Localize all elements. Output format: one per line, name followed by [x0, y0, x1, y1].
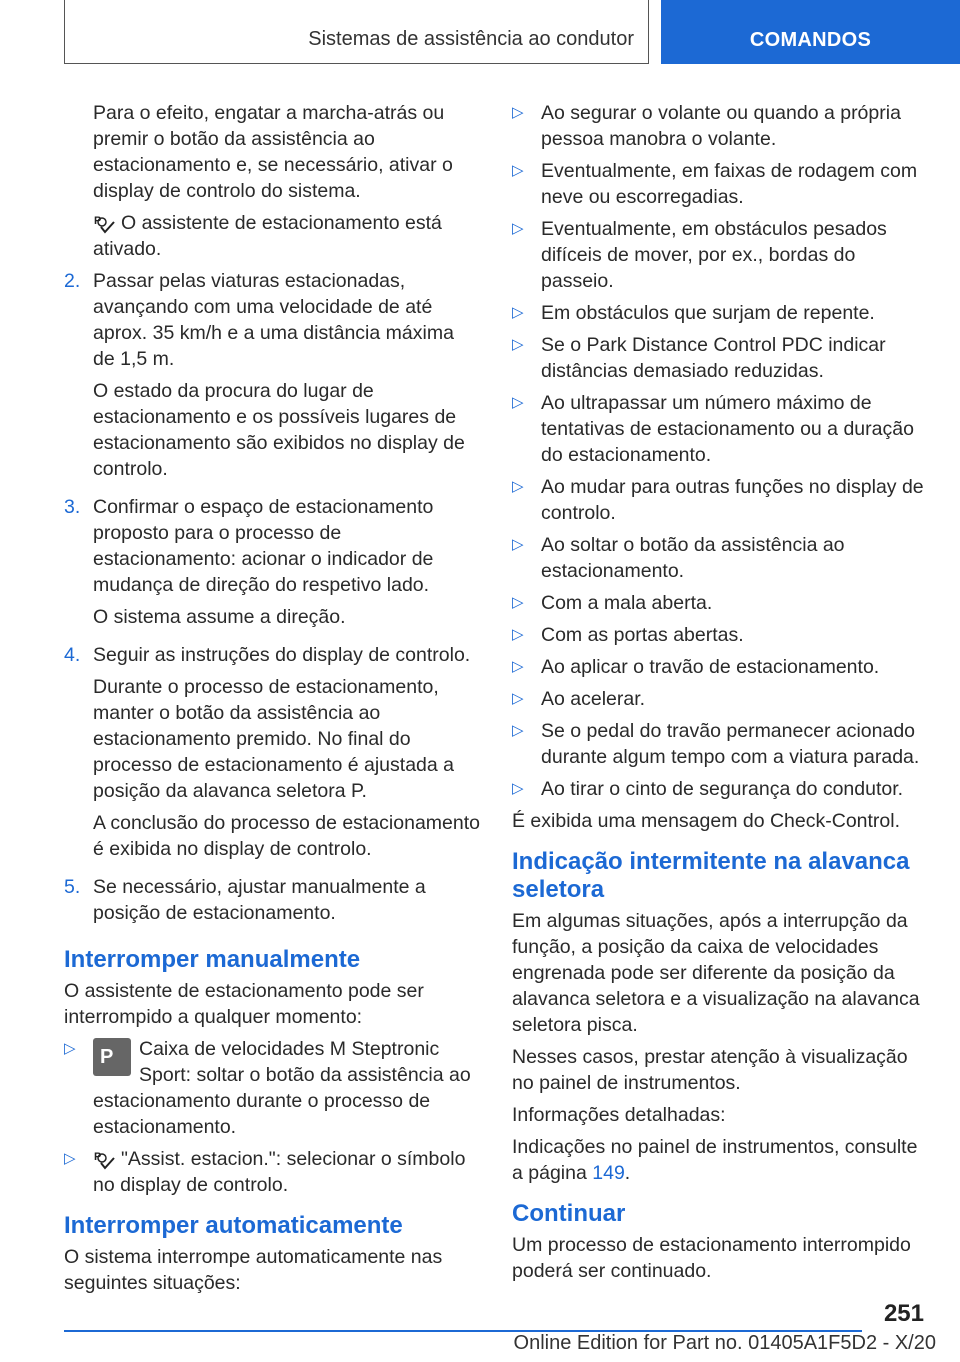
right-column: [512, 100, 926, 1290]
triangle-right-icon: ▷: [512, 626, 524, 643]
triangle-right-icon: ▷: [512, 394, 524, 411]
intro-icon-paragraph: P O assistente de estacionamento está ativado.: [93, 212, 442, 260]
triangle-right-icon: ▷: [512, 690, 524, 707]
park-assist-button-icon: P: [93, 1038, 131, 1076]
auto-stop-bullet: ▷ Ao acelerar.: [512, 688, 646, 710]
parking-assistant-icon: [93, 1150, 115, 1170]
auto-stop-bullet: ▷ Com as portas abertas.: [512, 624, 744, 646]
step-4: 4. Seguir as instruções do display de controlo. Durante o processo de estacionamento, manter o botão da assistência ao estacionamento premido. No final do processo de estacionamento é ajustada a posição da alavanca seletora P. A conclusão do processo de estacionamento é exibida no display de controlo.: [64, 644, 481, 860]
section-title: Sistemas de assistência ao condutor: [308, 28, 634, 50]
triangle-right-icon: ▷: [512, 478, 524, 495]
triangle-right-icon: ▷: [512, 304, 524, 321]
heading-continuar: Continuar: [512, 1200, 626, 1227]
auto-stop-bullet: ▷ Se o Park Distance Control PDC indicar distâncias demasiado reduzidas.: [512, 334, 886, 382]
chapter-title: COMANDOS: [749, 29, 872, 51]
auto-stop-bullet: ▷ Eventualmente, em faixas de rodagem com neve ou escorregadias.: [512, 160, 918, 208]
triangle-right-icon: ▷: [512, 104, 524, 121]
manual-intro: O assistente de estacionamento pode ser interrompido a qualquer momento:: [64, 980, 424, 1028]
manual-bullet-1: ▷ P Caixa de velocidades M Steptronic Sport: soltar o botão da assistência ao estacionamento durante o processo de estacionamento.: [64, 1038, 471, 1138]
triangle-right-icon: ▷: [64, 1150, 76, 1167]
step-3: 3. Confirmar o espaço de estacionamento proposto para o processo de estacionamento: acionar o indicador de mudança de direção do respetivo lado. O sistema assume a direção.: [64, 496, 434, 628]
triangle-right-icon: ▷: [512, 658, 524, 675]
parking-assistant-icon: [93, 214, 115, 234]
auto-stop-bullet: ▷ Eventualmente, em obstáculos pesados difíceis de mover, por ex., bordas do passeio.: [512, 218, 887, 292]
blink-paragraph-4: Indicações no painel de instrumentos, consulte a página 149.: [512, 1136, 918, 1184]
auto-stop-bullet: ▷ Ao aplicar o travão de estacionamento.: [512, 656, 880, 678]
heading-indicacao-intermitente: Indicação intermitente na alavanca seletora: [512, 848, 910, 903]
svg-text:P: P: [94, 214, 102, 227]
auto-stop-bullet: ▷ Ao ultrapassar um número máximo de tentativas de estacionamento ou a duração do estacionamento.: [512, 392, 914, 466]
triangle-right-icon: ▷: [512, 162, 524, 179]
header-section: [64, 0, 649, 64]
auto-stop-bullet: ▷ Ao tirar o cinto de segurança do condutor.: [512, 778, 904, 800]
triangle-right-icon: ▷: [512, 594, 524, 611]
page-number: 251: [883, 1300, 924, 1327]
auto-stop-bullet: ▷ Ao segurar o volante ou quando a própria pessoa manobra o volante.: [512, 102, 901, 150]
step-2: 2. Passar pelas viaturas estacionadas, avançando com uma velocidade de até aprox. 35 km/h e a uma distância máxima de 1,5 m. O estado da procura do lugar de estacionamento e os possíveis lugares de estacionamento são exibidos no display de controlo.: [64, 270, 465, 480]
triangle-right-icon: ▷: [512, 722, 524, 739]
auto-stop-bullet: ▷ Ao mudar para outras funções no display de controlo.: [512, 476, 924, 524]
step-5: 5. Se necessário, ajustar manualmente a posição de estacionamento.: [64, 876, 426, 924]
blink-paragraph-1: Em algumas situações, após a interrupção da função, a posição da caixa de velocidades engrenada pode ser diferente da posição da alavanca seletora e a visualização na alavanca seletora pisca.: [512, 910, 920, 1036]
heading-interromper-automaticamente: Interromper automaticamente: [64, 1212, 403, 1239]
manual-bullet-2: ▷ P "Assist. estacion.": selecionar o símbolo no display de controlo.: [64, 1148, 466, 1196]
triangle-right-icon: ▷: [512, 780, 524, 797]
left-column: [64, 100, 480, 1302]
triangle-right-icon: ▷: [512, 336, 524, 353]
check-control-message: É exibida uma mensagem do Check-Control.: [512, 810, 901, 832]
triangle-right-icon: ▷: [512, 536, 524, 553]
continue-paragraph: Um processo de estacionamento interrompido poderá ser continuado.: [512, 1234, 911, 1282]
intro-paragraph: Para o efeito, engatar a marcha-atrás ou premir o botão da assistência ao estacionamento e, se necessário, ativar o display de controlo do sistema.: [93, 102, 453, 202]
blink-paragraph-3: Informações detalhadas:: [512, 1104, 726, 1126]
heading-interromper-manualmente: Interromper manualmente: [64, 946, 361, 973]
footer-text: Online Edition for Part no. 01405A1F5D2 - X/20: [513, 1332, 936, 1354]
svg-text:P: P: [94, 1150, 102, 1163]
auto-stop-bullet: ▷ Ao soltar o botão da assistência ao estacionamento.: [512, 534, 845, 582]
triangle-right-icon: ▷: [64, 1040, 76, 1057]
auto-stop-bullet: ▷ Com a mala aberta.: [512, 592, 713, 614]
page-link[interactable]: 149: [592, 1162, 625, 1184]
header-chapter-tab[interactable]: [661, 0, 960, 64]
triangle-right-icon: ▷: [512, 220, 524, 237]
auto-intro: O sistema interrompe automaticamente nas seguintes situações:: [64, 1246, 443, 1294]
auto-stop-bullet: ▷ Se o pedal do travão permanecer acionado durante algum tempo com a viatura parada.: [512, 720, 920, 768]
auto-stop-bullet: ▷ Em obstáculos que surjam de repente.: [512, 302, 875, 324]
blink-paragraph-2: Nesses casos, prestar atenção à visualização no painel de instrumentos.: [512, 1046, 908, 1094]
